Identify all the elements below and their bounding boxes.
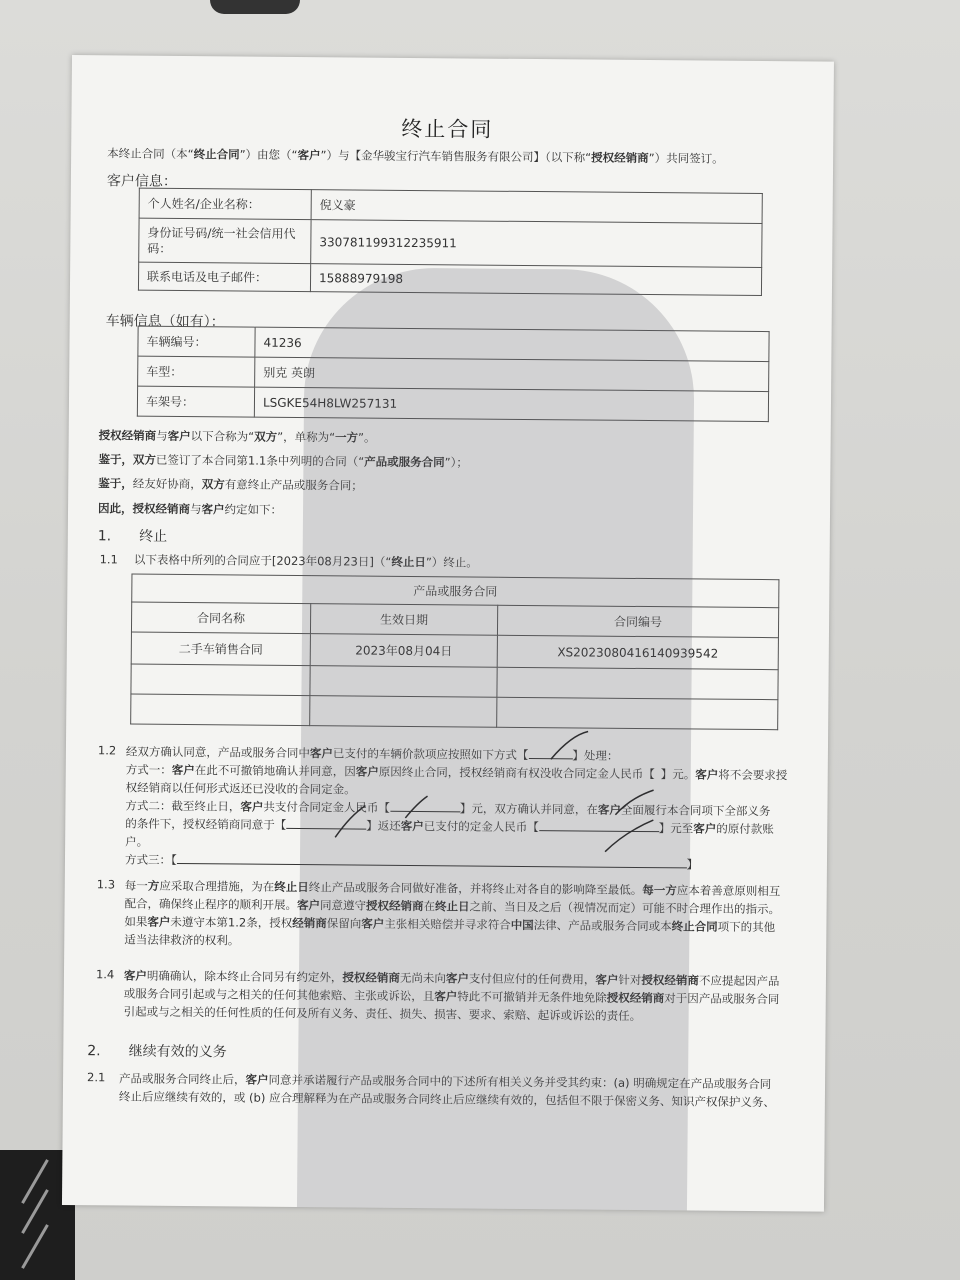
contract-page	[62, 55, 834, 1212]
clause-1-1: 1.1 以下表格中所列的合同应于[2023年08月23日]（“终止日”）终止。	[99, 552, 478, 570]
recital-line: 鉴于，经友好协商，双方有意终止产品或服务合同；	[98, 476, 363, 493]
table-cell	[310, 666, 497, 698]
vehicle-model-value: 别克 英朗	[255, 357, 769, 391]
clause-1-3-line: 配合，确保终止程序的顺利开展。客户同意遵守授权经销商在终止日之前、当日及之后（视情况而定）可能不时合理作出的指示。	[124, 896, 781, 917]
column-header: 合同名称	[131, 602, 310, 634]
table-cell	[497, 667, 778, 699]
table-cell	[497, 697, 778, 729]
clause-1-2-number: 1.2	[97, 743, 117, 758]
table-cell: XS2023080416140939542	[497, 635, 778, 669]
parties-line: 授权经销商与客户以下合称为“双方”，单称为“一方”。	[98, 428, 376, 445]
clause-1-2-line: 方式一：客户在此不可撤销地确认并同意，因客户原因终止合同，授权经销商有权没收合同定金人民币【 】元。客户将不会要求授	[125, 762, 788, 783]
clause-1-2-line: 方式三：【 】	[124, 852, 699, 872]
customer-info-table	[138, 188, 763, 296]
phone-value: 15888979198	[310, 264, 761, 296]
clause-1-2-line: 权经销商以任何形式返还已没收的合同定金。	[125, 780, 356, 797]
table-cell: 二手车销售合同	[131, 632, 310, 666]
field-label: 车辆编号：	[138, 326, 255, 357]
clause-1-3-line: 如果客户未遵守本第1.2条，授权经销商保留向客户主张相关赔偿并寻求符合中国法律、产品或服务合同或本终止合同项下的其他	[124, 914, 776, 935]
clause-2-1-line: 终止后应继续有效的，或 (b) 应合理解释为在产品或服务合同终止后应继续有效的，包括但不限于保密义务、知识产权保护义务、	[118, 1089, 776, 1110]
clause-1-2-line: 经双方确认同意，产品或服务合同中客户已支付的车辆价款项应按照如下方式【 】处理：	[125, 744, 619, 763]
vehicle-number-value: 41236	[255, 327, 769, 361]
column-header: 合同编号	[497, 605, 778, 637]
vin-value: LSGKE54H8LW257131	[254, 387, 768, 421]
customer-name-value: 倪义豪	[311, 190, 762, 224]
vehicle-info-table	[137, 326, 770, 423]
field-label: 车型：	[138, 356, 255, 387]
contract-table	[130, 574, 779, 731]
table-row	[131, 694, 778, 730]
vehicle-info-heading: 车辆信息（如有）：	[105, 313, 225, 331]
table-row	[138, 262, 761, 295]
clause-1-2-line: 方式二：截至终止日，客户共支付合同定金人民币【 】元，双方确认并同意，在客户全面履行本合同项下全部义务	[125, 798, 771, 819]
field-label: 车架号：	[137, 386, 254, 417]
column-header: 生效日期	[310, 604, 497, 636]
clause-1-4-line: 或服务合同引起或与之相关的任何其他索赔、主张或诉讼，且客户特此不可撤销并无条件地免除授权经销商对于因产品或服务合同	[123, 986, 780, 1007]
section-1-heading: 1. 终止	[97, 528, 168, 545]
clause-1-4-line: 引起或与之相关的任何性质的任何及所有义务、责任、损失、损害、要求、索赔、起诉或诉讼的责任。	[123, 1004, 642, 1024]
table-row	[139, 218, 762, 267]
field-label: 身份证号码/统一社会信用代码：	[139, 218, 311, 263]
table-cell	[310, 696, 497, 728]
id-number-value: 330781199312235911	[311, 220, 762, 268]
clause-2-1-line: 产品或服务合同终止后，客户同意并承诺履行产品或服务合同中的下述所有相关义务并受其约束：(a) 明确规定在产品或服务合同	[119, 1071, 772, 1092]
clause-1-3-line: 每一方应采取合理措施，为在终止日终止产品或服务合同做好准备，并将终止对各自的影响降至最低。每一方应本着善意原则相互	[124, 878, 781, 899]
recital-line: 因此，授权经销商与客户约定如下：	[97, 501, 283, 517]
background-object	[210, 0, 300, 14]
field-label: 个人姓名/企业名称：	[139, 188, 311, 219]
table-header: 产品或服务合同	[132, 574, 779, 608]
clause-1-2-line: 的条件下，授权经销商同意于【 】返还客户已支付的定金人民币【 】元至客户的原付款账	[125, 816, 774, 837]
table-cell	[131, 694, 310, 726]
clause-1-4-line: 客户明确确认，除本终止合同另有约定外，授权经销商无尚未向客户支付但应付的任何费用，客户针对授权经销商不应提起因产品	[123, 968, 780, 989]
table-row	[137, 386, 768, 422]
customer-info-heading: 客户信息：	[106, 173, 177, 190]
table-cell: 2023年08月04日	[310, 634, 497, 668]
intro-paragraph: 本终止合同（本“终止合同”）由您（“客户”）与【金华骏宝行汽车销售服务有限公司】（以下称“授权经销商”）共同签订。	[107, 146, 724, 166]
clause-1-3-line: 适当法律救济的权利。	[124, 932, 240, 948]
document-title: 终止合同	[401, 116, 494, 142]
clause-1-4-number: 1.4	[95, 967, 115, 982]
recital-line: 鉴于，双方已签订了本合同第1.1条中列明的合同（“产品或服务合同”）；	[98, 452, 468, 470]
table-cell	[131, 664, 310, 696]
clause-1-2-line: 户。	[125, 834, 149, 849]
field-label: 联系电话及电子邮件：	[138, 262, 310, 291]
clause-2-1-number: 2.1	[87, 1070, 106, 1085]
section-2-heading: 2. 继续有效的义务	[87, 1043, 227, 1061]
clause-1-3-number: 1.3	[96, 877, 116, 892]
